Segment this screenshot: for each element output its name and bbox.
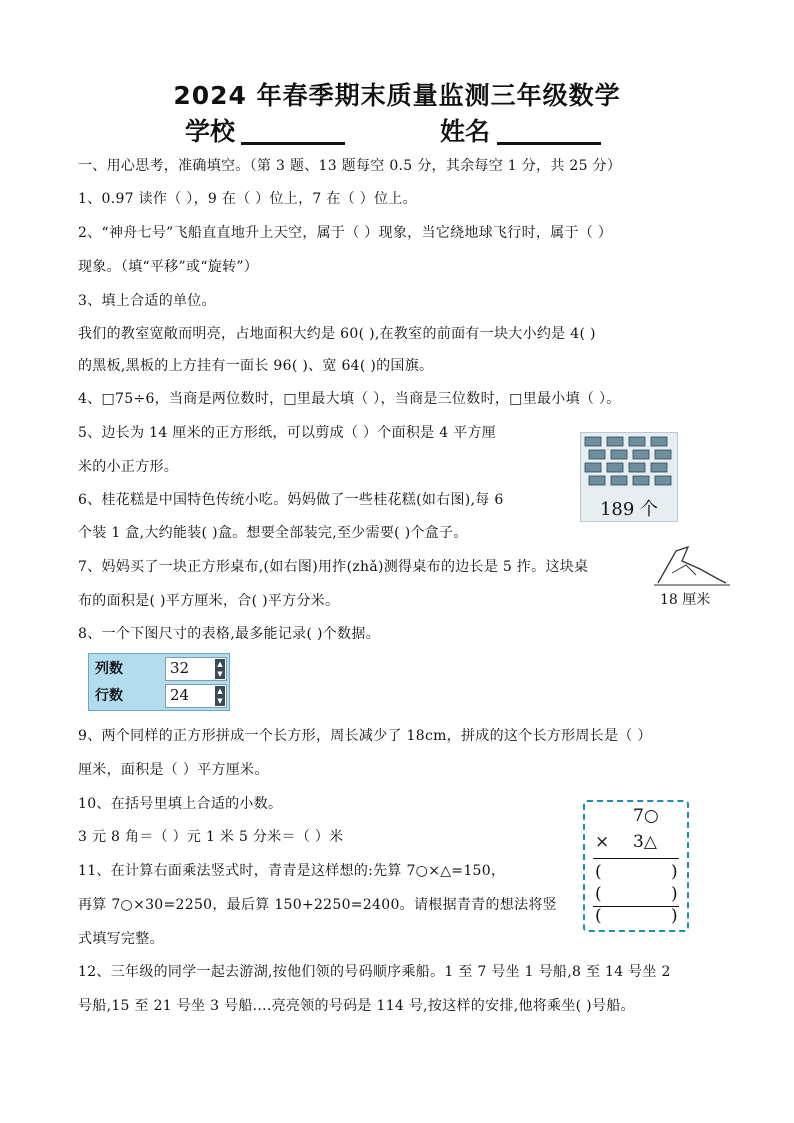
stepper-arrows bbox=[215, 659, 225, 679]
question-11-line-1: 11、在计算右面乘法竖式时，青青是这样想的:先算 7○×△=150， bbox=[78, 863, 506, 879]
columns-row bbox=[89, 655, 229, 681]
multiplier: 3△ bbox=[633, 832, 657, 852]
arrow-down-icon: ▼ bbox=[215, 669, 225, 679]
rule-line bbox=[593, 858, 679, 859]
question-5-line-2: 米的小正方形。 bbox=[78, 459, 179, 475]
question-6-line-2: 个装 1 盒,大约能装( )盒。想要全部装完,至少需要( )个盒子。 bbox=[78, 525, 468, 541]
rows-label: 行数 bbox=[95, 688, 123, 704]
question-8: 8、一个下图尺寸的表格,最多能记录( )个数据。 bbox=[78, 626, 380, 642]
school-blank bbox=[241, 142, 345, 145]
columns-stepper bbox=[165, 657, 227, 681]
arrow-up-icon: ▲ bbox=[215, 659, 225, 669]
table-size-panel bbox=[88, 653, 230, 711]
arrow-down-icon: ▼ bbox=[215, 696, 225, 706]
paren-open: ( bbox=[595, 884, 602, 904]
cakes-caption: 189 个 bbox=[599, 499, 659, 520]
rows-row bbox=[89, 682, 229, 708]
page-title: 2024 年春季期末质量监测三年级数学 bbox=[173, 81, 621, 110]
question-2-line-2: 现象。（填“平移”或“旋转”） bbox=[78, 259, 259, 275]
multiply-sign: × bbox=[595, 832, 610, 852]
rows-value: 24 bbox=[170, 686, 190, 704]
question-12-line-2: 号船,15 至 21 号坐 3 号船....亮亮领的号码是 114 号,按这样的安排,他将乘坐( )号船。 bbox=[78, 998, 635, 1014]
rule-line bbox=[593, 906, 679, 907]
hand-span-picture bbox=[652, 543, 732, 609]
question-3: 3、填上合适的单位。 bbox=[78, 293, 216, 309]
question-3-line-3: 的黑板,黑板的上方挂有一面长 96( )、宽 64( )的国旗。 bbox=[78, 358, 434, 374]
question-1: 1、0.97 读作（ ），9 在（ ）位上，7 在（ ）位上。 bbox=[78, 191, 417, 207]
hand-span-icon bbox=[652, 543, 732, 587]
paren-close: ) bbox=[671, 862, 678, 882]
school-label: 学校 bbox=[185, 117, 236, 146]
cakes-illustration bbox=[581, 433, 677, 497]
cakes-picture bbox=[580, 432, 678, 522]
header-fields bbox=[185, 112, 645, 146]
question-11-line-2: 再算 7○×30=2250，最后算 150+2250=2400。请根据青青的想法将竖 bbox=[78, 897, 557, 913]
rows-stepper bbox=[165, 684, 227, 708]
name-label: 姓名 bbox=[440, 117, 491, 146]
paren-close: ) bbox=[671, 884, 678, 904]
question-7-line-2: 布的面积是( )平方厘米，合( )平方分米。 bbox=[78, 593, 340, 609]
vertical-multiplication bbox=[583, 800, 689, 932]
columns-label: 列数 bbox=[95, 661, 123, 677]
question-10-blanks: 3 元 8 角＝（ ）元 1 米 5 分米＝（ ）米 bbox=[78, 829, 344, 845]
paren-open: ( bbox=[595, 862, 602, 882]
question-11-line-3: 式填写完整。 bbox=[78, 931, 164, 947]
multiplicand: 7○ bbox=[633, 806, 659, 826]
hand-span-caption: 18 厘米 bbox=[660, 592, 711, 608]
name-blank bbox=[497, 142, 601, 145]
question-4: 4、□75÷6，当商是两位数时，□里最大填（ ），当商是三位数时，□里最小填（ ）。 bbox=[78, 391, 621, 407]
columns-value: 32 bbox=[170, 659, 190, 677]
question-9-line-2: 厘米，面积是（ ）平方厘米。 bbox=[78, 762, 269, 778]
question-6-line-1: 6、桂花糕是中国特色传统小吃。妈妈做了一些桂花糕(如右图),每 6 bbox=[78, 492, 504, 508]
paren-close: ) bbox=[671, 906, 678, 926]
question-7-line-1: 7、妈妈买了一块正方形桌布,(如右图)用拃(zhǎ)测得桌布的边长是 5 拃。这块桌 bbox=[78, 559, 589, 575]
question-2-line-1: 2、“神舟七号”飞船直直地升上天空，属于（ ）现象，当它绕地球飞行时，属于（ ） bbox=[78, 225, 613, 241]
question-5-line-1: 5、边长为 14 厘米的正方形纸，可以剪成（ ）个面积是 4 平方厘 bbox=[78, 425, 497, 441]
paren-open: ( bbox=[595, 906, 602, 926]
question-10: 10、在括号里填上合适的小数。 bbox=[78, 796, 283, 812]
stepper-arrows bbox=[215, 686, 225, 706]
question-9-line-1: 9、两个同样的正方形拼成一个长方形，周长减少了 18cm，拼成的这个长方形周长是（ ） bbox=[78, 728, 652, 744]
question-12-line-1: 12、三年级的同学一起去游湖,按他们领的号码顺序乘船。1 至 7 号坐 1 号船,8 至 14 号坐 2 bbox=[78, 964, 671, 980]
section-heading: 一、用心思考，准确填空。（第 3 题、13 题每空 0.5 分，其余每空 1 分，共 25 分） bbox=[78, 158, 622, 174]
arrow-up-icon: ▲ bbox=[215, 686, 225, 696]
question-3-line-2: 我们的教室宽敞而明亮，占地面积大约是 60( ),在教室的前面有一块大小约是 4( ) bbox=[78, 326, 596, 342]
